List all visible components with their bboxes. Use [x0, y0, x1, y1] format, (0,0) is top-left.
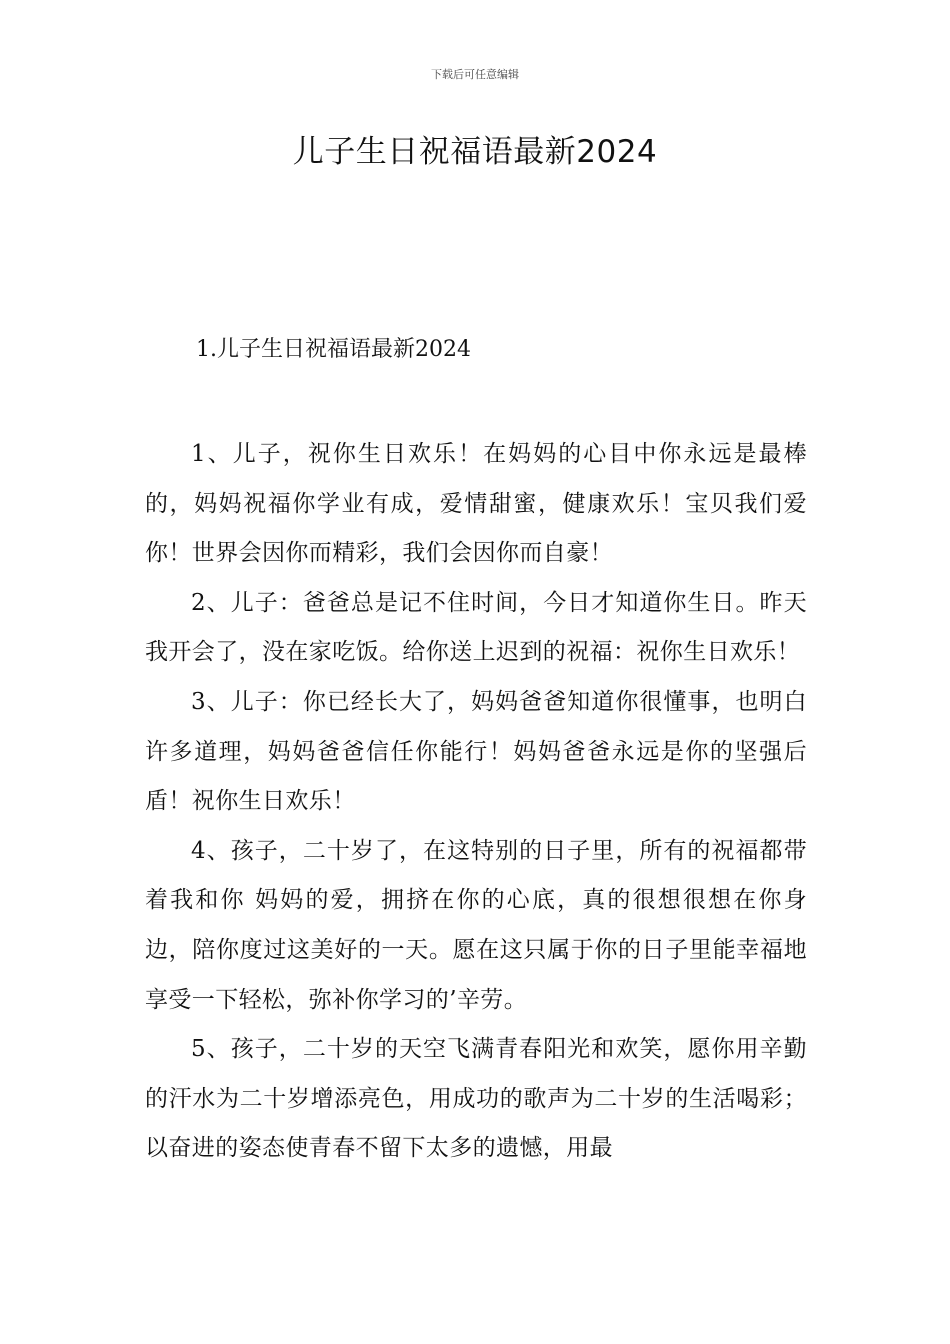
section-heading: 1.儿子生日祝福语最新2024 — [196, 337, 471, 362]
paragraph-2: 2、儿子：爸爸总是记不住时间，今日才知道你生日。昨天我开会了，没在家吃饭。给你送上迟到的祝福：祝你生日欢乐！ — [145, 589, 807, 666]
paragraph-3: 3、儿子：你已经长大了，妈妈爸爸知道你很懂事，也明白许多道理，妈妈爸爸信任你能行！妈妈爸爸永远是你的坚强后盾！祝你生日欢乐！ — [145, 688, 807, 815]
paragraph-5: 5、孩子，二十岁的天空飞满青春阳光和欢笑，愿你用辛勤的汗水为二十岁增添亮色，用成功的歌声为二十岁的生活喝彩；以奋进的姿态使青春不留下太多的遗憾，用最 — [145, 1036, 807, 1162]
header-note: 下载后可任意编辑 — [431, 68, 519, 81]
paragraph-1: 1、儿子，祝你生日欢乐！在妈妈的心目中你永远是最棒的，妈妈祝福你学业有成，爱情甜蜜，健康欢乐！宝贝我们爱你！世界会因你而精彩，我们会因你而自豪！ — [145, 441, 807, 567]
document-body — [145, 430, 807, 1174]
document-title: 儿子生日祝福语最新2024 — [292, 134, 658, 170]
paragraph-4: 4、孩子，二十岁了，在这特别的日子里，所有的祝福都带着我和你 妈妈的爱，拥挤在你的心底，真的很想很想在你身边，陪你度过这美好的一天。愿在这只属于你的日子里能幸福地享受一下轻松，弥补你学习的’辛劳。 — [145, 837, 807, 1013]
